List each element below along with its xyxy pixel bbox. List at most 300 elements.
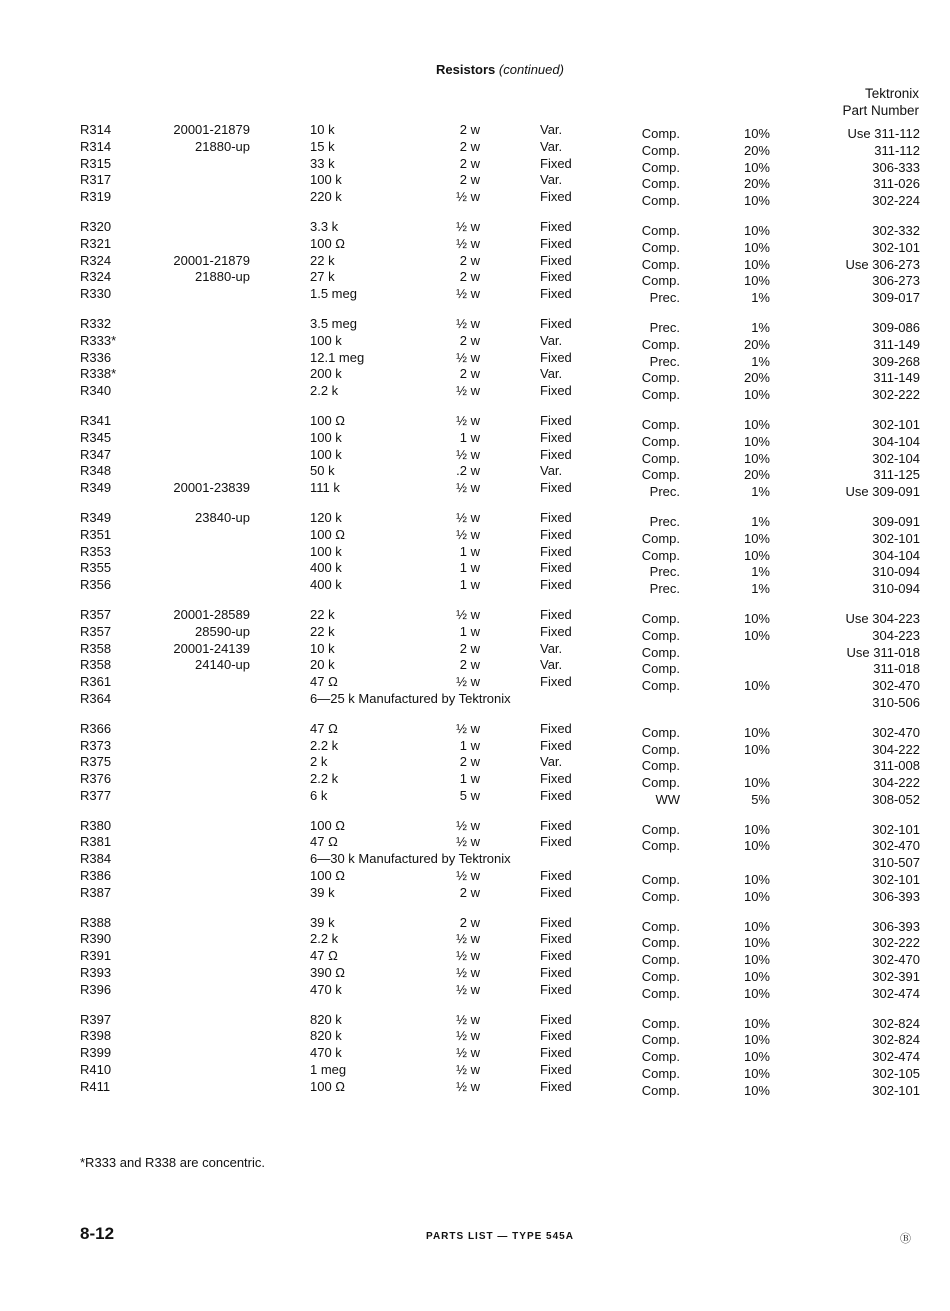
wattage: ½ w xyxy=(456,349,480,365)
part-number: 302-101 xyxy=(872,416,920,432)
value: 12.1 meg xyxy=(310,349,365,365)
resistor-type: Fixed xyxy=(540,674,572,690)
composition: Comp. xyxy=(641,724,680,740)
serial-range: 20001-21879 xyxy=(173,122,250,137)
part-number: 304-222 xyxy=(872,775,920,791)
composition: Comp. xyxy=(641,1032,680,1048)
wattage: ½ w xyxy=(456,218,480,234)
resistor-type: Var. xyxy=(540,366,563,382)
row-group xyxy=(0,915,950,999)
tolerance: 10% xyxy=(743,985,770,1001)
row-group xyxy=(0,818,950,902)
wattage: ½ w xyxy=(456,981,480,997)
composition: Comp. xyxy=(641,644,680,660)
part-number: 302-105 xyxy=(872,1066,920,1082)
part-number: 302-224 xyxy=(872,193,920,209)
resistor-type: Fixed xyxy=(540,269,572,285)
composition: Comp. xyxy=(641,610,680,626)
composition: Comp. xyxy=(641,467,680,483)
row-group xyxy=(0,412,950,500)
composition: Comp. xyxy=(641,1049,680,1065)
table-row xyxy=(0,253,950,270)
composition: Prec. xyxy=(649,290,680,306)
table-row xyxy=(0,691,950,708)
table-row xyxy=(0,527,950,544)
composition: Comp. xyxy=(641,1066,680,1082)
table-row xyxy=(0,931,950,951)
resistor-type: Fixed xyxy=(540,1078,572,1094)
circuit-number: R411 xyxy=(80,1078,111,1094)
table-row xyxy=(0,1062,950,1082)
composition: Comp. xyxy=(641,935,680,951)
composition: Comp. xyxy=(641,336,680,352)
circuit-number: R356 xyxy=(80,577,112,593)
serial-range: 20001-21879 xyxy=(173,252,250,268)
serial-range: 21880-up xyxy=(195,138,250,154)
page-number: 8-12 xyxy=(80,1224,115,1243)
row-group xyxy=(0,721,950,805)
part-number: 302-222 xyxy=(872,935,920,951)
circuit-number: R321 xyxy=(80,235,112,251)
tolerance: 1% xyxy=(751,290,770,306)
resistor-type: Fixed xyxy=(540,1045,572,1061)
circuit-number: R348 xyxy=(80,463,112,479)
composition: Comp. xyxy=(641,661,680,677)
circuit-number: R391 xyxy=(80,948,112,964)
table-row xyxy=(0,172,950,192)
part-number: 310-094 xyxy=(872,564,920,580)
value: 100 Ω xyxy=(310,526,346,542)
circuit-number: R332 xyxy=(80,315,112,331)
resistor-type: Var. xyxy=(540,138,563,154)
tolerance: 10% xyxy=(743,724,770,740)
wattage: 2 w xyxy=(459,252,480,268)
circuit-number: R377 xyxy=(80,787,112,803)
serial-range: 23840-up xyxy=(195,509,250,525)
wattage: ½ w xyxy=(456,931,480,947)
resistor-type: Fixed xyxy=(540,737,572,753)
part-number: Use 311-112 xyxy=(847,126,920,141)
circuit-number: R390 xyxy=(80,931,112,947)
value: 100 Ω xyxy=(310,412,346,428)
manufacture-note: 6—30 k Manufactured by Tektronix xyxy=(310,851,511,867)
tolerance: 10% xyxy=(743,193,770,209)
wattage: 1 w xyxy=(459,560,480,576)
value: 10 k xyxy=(310,640,335,656)
tolerance: 1% xyxy=(751,484,770,500)
resistor-type: Fixed xyxy=(540,526,572,542)
value: 200 k xyxy=(310,366,342,382)
value: 27 k xyxy=(310,269,335,285)
tolerance: 20% xyxy=(743,467,770,483)
serial-range: 24140-up xyxy=(195,657,250,673)
resistor-type: Fixed xyxy=(540,771,572,787)
section-title-text: Resistors xyxy=(436,62,496,77)
resistor-type: Fixed xyxy=(540,189,572,205)
row-group xyxy=(0,218,950,306)
circuit-number: R388 xyxy=(80,914,112,930)
circuit-number: R349 xyxy=(80,509,112,525)
resistor-type: Var. xyxy=(540,463,563,479)
tolerance: 20% xyxy=(743,370,770,386)
table-row xyxy=(0,447,950,464)
table-row xyxy=(0,430,950,447)
circuit-number: R364 xyxy=(80,690,112,706)
wattage: 2 w xyxy=(459,884,480,900)
wattage: ½ w xyxy=(456,1078,480,1094)
wattage: ½ w xyxy=(456,965,480,981)
composition: Comp. xyxy=(641,176,680,192)
circuit-number: R341 xyxy=(80,412,112,428)
part-number: 302-474 xyxy=(872,1049,920,1065)
wattage: 2 w xyxy=(459,754,480,770)
circuit-number: R397 xyxy=(80,1011,112,1027)
resistor-type: Fixed xyxy=(540,914,572,930)
serial-range: 28590-up xyxy=(195,623,250,639)
circuit-number: R384 xyxy=(80,851,112,867)
manufacture-note: 6—25 k Manufactured by Tektronix xyxy=(310,690,511,706)
tolerance: 10% xyxy=(743,433,770,449)
resistor-type: Var. xyxy=(540,122,563,137)
resistor-type: Fixed xyxy=(540,235,572,251)
circuit-number: R387 xyxy=(80,884,112,900)
resistor-type: Var. xyxy=(540,332,563,348)
part-number: Use 306-273 xyxy=(845,256,920,272)
composition: Comp. xyxy=(641,838,680,854)
tolerance: 1% xyxy=(751,581,770,597)
circuit-number: R338* xyxy=(80,366,117,382)
value: 100 k xyxy=(310,172,342,188)
circuit-number: R324 xyxy=(80,269,112,285)
circuit-number: R380 xyxy=(80,817,112,833)
part-number: 304-104 xyxy=(872,547,920,563)
resistor-type: Var. xyxy=(540,754,563,770)
resistor-type: Fixed xyxy=(540,252,572,268)
tolerance: 20% xyxy=(743,176,770,192)
table-row xyxy=(0,738,950,755)
wattage: 1 w xyxy=(459,543,480,559)
tolerance: 10% xyxy=(743,450,770,466)
circuit-number: R340 xyxy=(80,383,112,399)
resistor-table xyxy=(0,122,950,1109)
table-row xyxy=(0,156,950,173)
value: 2.2 k xyxy=(310,737,339,753)
composition: WW xyxy=(655,791,680,807)
circuit-number: R398 xyxy=(80,1028,112,1044)
tolerance: 10% xyxy=(743,918,770,934)
composition: Comp. xyxy=(641,1015,680,1031)
table-row xyxy=(0,577,950,597)
part-number: 306-273 xyxy=(872,273,920,289)
tolerance: 10% xyxy=(743,872,770,888)
value: 22 k xyxy=(310,252,335,268)
tektronix-logo-icon: Ⓑ xyxy=(900,1233,911,1245)
tolerance: 20% xyxy=(743,142,770,158)
circuit-number: R410 xyxy=(80,1062,112,1078)
tolerance: 10% xyxy=(743,935,770,951)
tolerance: 10% xyxy=(743,838,770,854)
part-number: 310-507 xyxy=(872,855,920,871)
value: 22 k xyxy=(310,606,335,622)
tolerance: 10% xyxy=(743,387,770,403)
composition: Comp. xyxy=(641,433,680,449)
wattage: ½ w xyxy=(456,817,480,833)
wattage: ½ w xyxy=(456,948,480,964)
wattage: 2 w xyxy=(459,657,480,673)
wattage: ½ w xyxy=(456,509,480,525)
value: 400 k xyxy=(310,560,342,576)
wattage: ½ w xyxy=(456,446,480,462)
part-number: 306-393 xyxy=(872,888,920,904)
resistor-type: Fixed xyxy=(540,884,572,900)
table-row xyxy=(0,868,950,888)
value: 39 k xyxy=(310,884,335,900)
composition: Comp. xyxy=(641,627,680,643)
circuit-number: R330 xyxy=(80,286,112,302)
table-row xyxy=(0,1012,950,1029)
value: 39 k xyxy=(310,914,335,930)
value: 3.5 meg xyxy=(310,315,357,331)
tolerance: 10% xyxy=(743,952,770,968)
resistor-type: Fixed xyxy=(540,817,572,833)
resistor-type: Fixed xyxy=(540,1028,572,1044)
wattage: ½ w xyxy=(456,286,480,302)
value: 400 k xyxy=(310,577,342,593)
value: 33 k xyxy=(310,155,335,171)
row-group xyxy=(0,315,950,403)
tolerance: 10% xyxy=(743,969,770,985)
wattage: 5 w xyxy=(459,787,480,803)
part-number: 302-222 xyxy=(872,387,920,403)
value: 50 k xyxy=(310,463,335,479)
composition: Comp. xyxy=(641,239,680,255)
tolerance: 10% xyxy=(743,1049,770,1065)
wattage: ½ w xyxy=(456,1028,480,1044)
composition: Comp. xyxy=(641,222,680,238)
composition: Comp. xyxy=(641,530,680,546)
composition: Comp. xyxy=(641,952,680,968)
composition: Comp. xyxy=(641,547,680,563)
part-number: 310-094 xyxy=(872,581,920,597)
resistor-type: Fixed xyxy=(540,560,572,576)
table-row xyxy=(0,915,950,932)
wattage: ½ w xyxy=(456,606,480,622)
composition: Prec. xyxy=(649,484,680,500)
circuit-number: R314 xyxy=(80,122,112,137)
value: 100 Ω xyxy=(310,817,346,833)
tolerance: 10% xyxy=(743,256,770,272)
wattage: ½ w xyxy=(456,383,480,399)
footnote: *R333 and R338 are concentric. xyxy=(80,1155,266,1170)
value: 6 k xyxy=(310,787,328,803)
composition: Comp. xyxy=(641,1082,680,1098)
circuit-number: R358 xyxy=(80,657,112,673)
value: 470 k xyxy=(310,1045,342,1061)
part-number: 308-052 xyxy=(872,791,920,807)
circuit-number: R393 xyxy=(80,965,112,981)
tolerance: 10% xyxy=(743,222,770,238)
value: 100 Ω xyxy=(310,1078,346,1094)
circuit-number: R358 xyxy=(80,640,112,656)
wattage: ½ w xyxy=(456,720,480,736)
circuit-number: R315 xyxy=(80,155,112,171)
composition: Comp. xyxy=(641,193,680,209)
value: 47 Ω xyxy=(310,834,338,850)
part-number: 302-470 xyxy=(872,952,920,968)
composition: Comp. xyxy=(641,918,680,934)
resistor-type: Fixed xyxy=(540,315,572,331)
resistor-type: Fixed xyxy=(540,577,572,593)
part-number: 311-008 xyxy=(873,758,920,774)
value: 390 Ω xyxy=(310,965,346,981)
value: 820 k xyxy=(310,1011,342,1027)
circuit-number: R355 xyxy=(80,560,112,576)
circuit-number: R336 xyxy=(80,349,112,365)
table-row xyxy=(0,721,950,738)
wattage: ½ w xyxy=(456,868,480,884)
value: 470 k xyxy=(310,981,342,997)
wattage: 1 w xyxy=(459,737,480,753)
part-number: 306-333 xyxy=(872,159,920,175)
part-number: Use 309-091 xyxy=(845,484,920,500)
value: 100 k xyxy=(310,543,342,559)
table-row xyxy=(0,851,950,871)
part-number: 311-018 xyxy=(873,661,920,677)
row-group xyxy=(0,607,950,708)
circuit-number: R345 xyxy=(80,429,112,445)
part-number: 311-026 xyxy=(873,176,920,192)
header-tektronix: Tektronix xyxy=(864,86,919,101)
resistor-type: Fixed xyxy=(540,834,572,850)
circuit-number: R319 xyxy=(80,189,112,205)
table-row xyxy=(0,624,950,641)
table-row xyxy=(0,122,950,139)
value: 111 k xyxy=(310,480,340,496)
value: 2.2 k xyxy=(310,931,339,947)
circuit-number: R357 xyxy=(80,606,112,622)
value: 220 k xyxy=(310,189,342,205)
value: 120 k xyxy=(310,509,342,525)
circuit-number: R351 xyxy=(80,526,112,542)
row-group xyxy=(0,509,950,597)
tolerance: 10% xyxy=(743,627,770,643)
composition: Comp. xyxy=(641,450,680,466)
resistor-type: Fixed xyxy=(540,349,572,365)
part-number: 302-474 xyxy=(872,985,920,1001)
value: 100 k xyxy=(310,446,342,462)
serial-range: 20001-24139 xyxy=(173,640,250,656)
resistor-type: Fixed xyxy=(540,509,572,525)
part-number: 302-101 xyxy=(872,821,920,837)
wattage: 2 w xyxy=(459,332,480,348)
value: 47 Ω xyxy=(310,948,338,964)
wattage: ½ w xyxy=(456,1011,480,1027)
part-number: 304-223 xyxy=(872,627,920,643)
value: 100 Ω xyxy=(310,868,346,884)
wattage: 2 w xyxy=(459,138,480,154)
tolerance: 10% xyxy=(743,775,770,791)
composition: Comp. xyxy=(641,256,680,272)
resistor-type: Var. xyxy=(540,640,563,656)
composition: Comp. xyxy=(641,387,680,403)
part-number: 302-470 xyxy=(872,838,920,854)
composition: Comp. xyxy=(641,416,680,432)
part-number: 302-824 xyxy=(872,1015,920,1031)
tolerance: 20% xyxy=(743,336,770,352)
table-row xyxy=(0,674,950,694)
table-row xyxy=(0,510,950,527)
circuit-number: R347 xyxy=(80,446,112,462)
wattage: 2 w xyxy=(459,172,480,188)
part-number: 302-470 xyxy=(872,724,920,740)
part-number: 302-104 xyxy=(872,450,920,466)
table-row xyxy=(0,641,950,658)
resistor-type: Fixed xyxy=(540,606,572,622)
composition: Comp. xyxy=(641,273,680,289)
resistor-type: Fixed xyxy=(540,286,572,302)
value: 100 k xyxy=(310,332,342,348)
value: 47 Ω xyxy=(310,674,338,690)
resistor-type: Var. xyxy=(540,657,563,673)
tolerance: 10% xyxy=(743,1032,770,1048)
part-number: 302-824 xyxy=(872,1032,920,1048)
header-part-number: Part Number xyxy=(842,103,919,118)
composition: Comp. xyxy=(641,888,680,904)
composition: Comp. xyxy=(641,985,680,1001)
circuit-number: R357 xyxy=(80,623,112,639)
part-number: 311-149 xyxy=(873,336,920,352)
value: 820 k xyxy=(310,1028,342,1044)
part-number: 304-222 xyxy=(872,741,920,757)
composition: Comp. xyxy=(641,969,680,985)
value: 3.3 k xyxy=(310,218,339,234)
part-number: 302-101 xyxy=(872,239,920,255)
tolerance: 1% xyxy=(751,564,770,580)
table-row xyxy=(0,885,950,902)
circuit-number: R396 xyxy=(80,981,112,997)
part-number: 311-149 xyxy=(873,370,920,386)
table-row xyxy=(0,754,950,774)
table-row xyxy=(0,286,950,306)
tolerance: 5% xyxy=(751,791,770,807)
wattage: ½ w xyxy=(456,1062,480,1078)
part-number: 311-112 xyxy=(874,142,920,158)
composition: Comp. xyxy=(641,159,680,175)
wattage: ½ w xyxy=(456,526,480,542)
tolerance: 10% xyxy=(743,678,770,694)
resistor-type: Fixed xyxy=(540,948,572,964)
wattage: 1 w xyxy=(459,577,480,593)
row-group xyxy=(0,1012,950,1096)
tolerance: 10% xyxy=(743,273,770,289)
wattage: ½ w xyxy=(456,480,480,496)
wattage: ½ w xyxy=(456,315,480,331)
wattage: ½ w xyxy=(456,1045,480,1061)
wattage: 1 w xyxy=(459,623,480,639)
resistor-type: Fixed xyxy=(540,787,572,803)
composition: Comp. xyxy=(641,142,680,158)
table-row xyxy=(0,1079,950,1096)
table-row xyxy=(0,316,950,333)
table-row xyxy=(0,982,950,999)
wattage: 2 w xyxy=(459,155,480,171)
section-title-suffix: (continued) xyxy=(498,62,564,77)
circuit-number: R314 xyxy=(80,138,112,154)
serial-range: 21880-up xyxy=(195,269,250,285)
resistor-type: Var. xyxy=(540,172,563,188)
resistor-type: Fixed xyxy=(540,1011,572,1027)
circuit-number: R317 xyxy=(80,172,112,188)
